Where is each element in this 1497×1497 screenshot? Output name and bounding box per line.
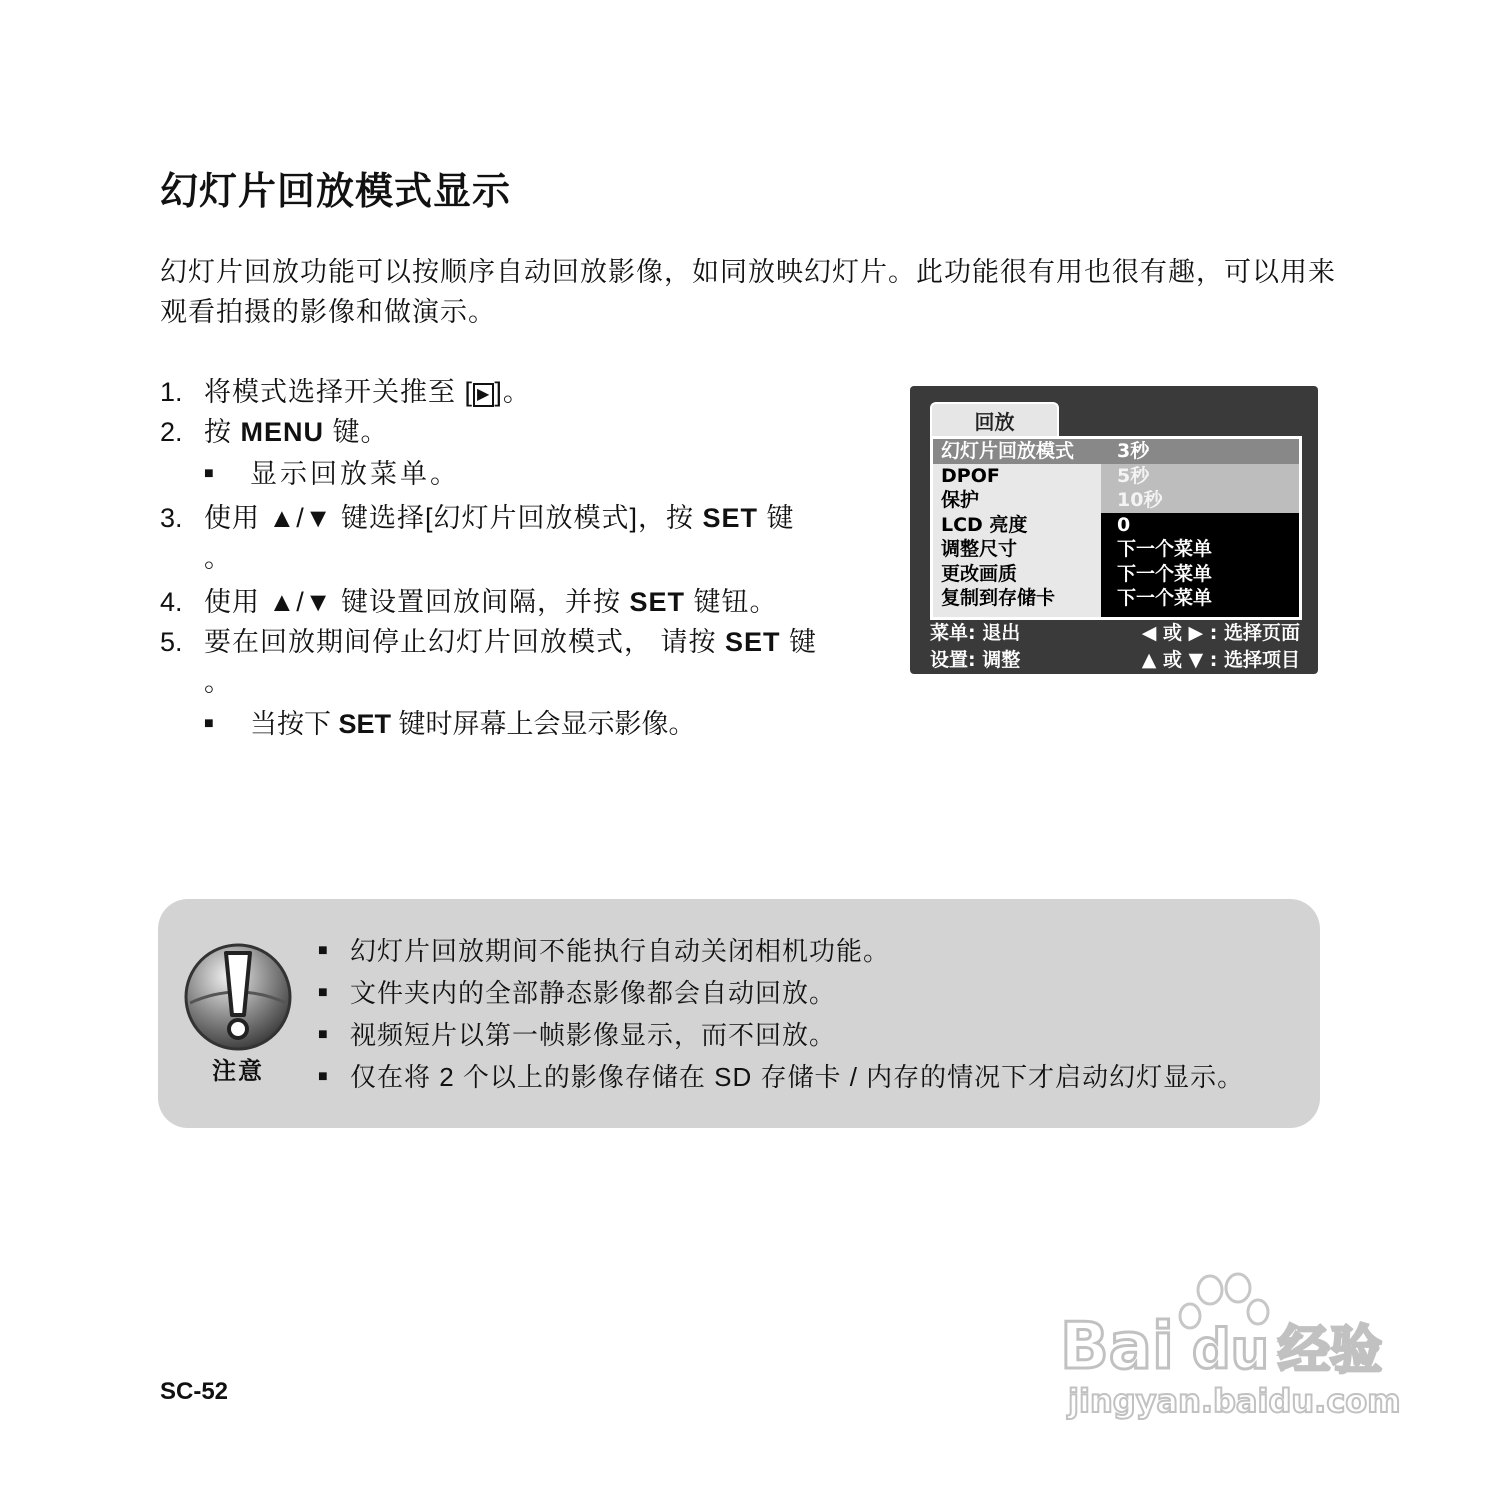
key-name: SET [629,587,685,617]
lcd-option: 3秒 [1101,439,1299,464]
step-1 [160,372,820,412]
bullet-icon: ■ [318,984,329,1001]
step-text-end: 键 。 [204,627,818,697]
bullet-icon: ■ [318,942,329,959]
note-box [158,899,1320,1128]
note-text: 仅在将 2 个以上的影像存储在 SD 存储卡 / 内存的情况下才启动幻灯显示。 [350,1062,1245,1092]
step-5-subnote [204,704,820,744]
step-list [160,372,820,748]
note-text: 文件夹内的全部静态影像都会自动回放。 [350,978,837,1008]
lcd-item-hint: ▲ 或 ▼ : 选择项目 [1141,649,1300,671]
step-2-subnote [204,454,820,494]
step-text-end: 键钮。 [684,587,778,617]
lcd-menu-item: 更改画质 [941,562,1018,585]
step-text: 使用 ▲/▼ 键设置回放间隔，并按 [204,587,630,617]
lcd-set-adjust-hint: 设置: 调整 [930,649,1021,671]
step-text: 要在回放期间停止幻灯片回放模式， 请按 [204,627,726,657]
intro-paragraph: 幻灯片回放功能可以按顺序自动回放影像，如同放映幻灯片。此功能很有用也很有趣，可以用来观看拍摄的影像和做演示。 [160,257,1336,327]
lcd-menu-items [933,439,1101,617]
svg-text:经验: 经验 [1278,1321,1383,1381]
lcd-option: 下一个菜单 [1117,562,1213,585]
step-text: 将模式选择开关推至 [ [204,377,474,407]
lcd-menu-panel [930,436,1302,620]
lcd-menu-item: 调整尺寸 [941,538,1018,560]
step-text-end: 键。 [324,417,389,447]
step-text-end: ]。 [494,377,531,407]
lcd-option-values [1101,439,1299,617]
bullet-icon: ■ [204,465,214,482]
note-text: 视频短片以第一帧影像显示，而不回放。 [350,1020,837,1050]
lcd-menu-item: 幻灯片回放模式 [933,439,1101,464]
lcd-option: 下一个菜单 [1117,587,1213,609]
bullet-icon: ■ [318,1026,329,1043]
lcd-footer-row-2 [930,645,1300,672]
step-text: 使用 ▲/▼ 键选择[幻灯片回放模式]，按 [204,503,703,533]
warning-exclamation-icon [182,941,294,1053]
step-number: 4. [160,587,183,617]
step-3 [160,498,820,578]
key-name: SET [338,709,392,739]
note-label: 注意 [212,1058,264,1085]
playback-mode-icon: ▶ [473,383,494,407]
lcd-menu-exit-hint: 菜单: 退出 [930,622,1021,644]
key-name: SET [725,627,781,657]
lcd-menu-item: 复制到存储卡 [941,587,1056,609]
lcd-menu-item: LCD 亮度 [941,513,1028,536]
step-2 [160,412,820,452]
note-text: 幻灯片回放期间不能执行自动关闭相机功能。 [350,936,891,966]
step-number: 2. [160,417,183,447]
lcd-tab-playback: 回放 [930,402,1059,440]
note-item [318,1014,1244,1056]
step-5 [160,622,820,702]
page-title: 幻灯片回放模式显示 [160,171,512,213]
step-number: 1. [160,377,183,407]
lcd-page-hint: ◀ 或 ▶ : 选择页面 [1141,622,1300,644]
svg-text:du: du [1192,1318,1270,1381]
step-number: 5. [160,627,183,657]
note-item [318,1056,1244,1098]
bullet-icon: ■ [204,715,214,732]
bullet-icon: ■ [318,1068,329,1085]
baidu-jingyan-watermark [1060,1270,1410,1420]
lcd-option: 10秒 [1101,488,1299,513]
step-4 [160,582,820,622]
note-list [318,930,1244,1098]
lcd-option: 5秒 [1101,464,1299,489]
lcd-menu-item: 保护 [941,489,980,511]
subnote-text: 当按下 [250,709,339,739]
watermark-url: jingyan.baidu.com [1068,1382,1401,1420]
lcd-footer-row-1 [930,618,1300,645]
lcd-option: 0 [1117,513,1131,536]
subnote-text-end: 键时屏幕上会显示影像。 [391,709,696,739]
svg-text:Bai: Bai [1060,1310,1174,1384]
step-number: 3. [160,503,183,533]
lcd-option: 下一个菜单 [1117,538,1213,560]
camera-lcd-menu [910,386,1318,674]
note-item [318,930,1244,972]
step-text: 按 [204,417,241,447]
key-name: SET [702,503,758,533]
lcd-menu-item: DPOF [941,464,1000,487]
subnote-text: 显示回放菜单。 [250,459,460,489]
note-item [318,972,1244,1014]
step-text-end: 键 。 [204,503,795,573]
key-name: MENU [240,417,325,447]
page-number: SC-52 [160,1378,229,1405]
